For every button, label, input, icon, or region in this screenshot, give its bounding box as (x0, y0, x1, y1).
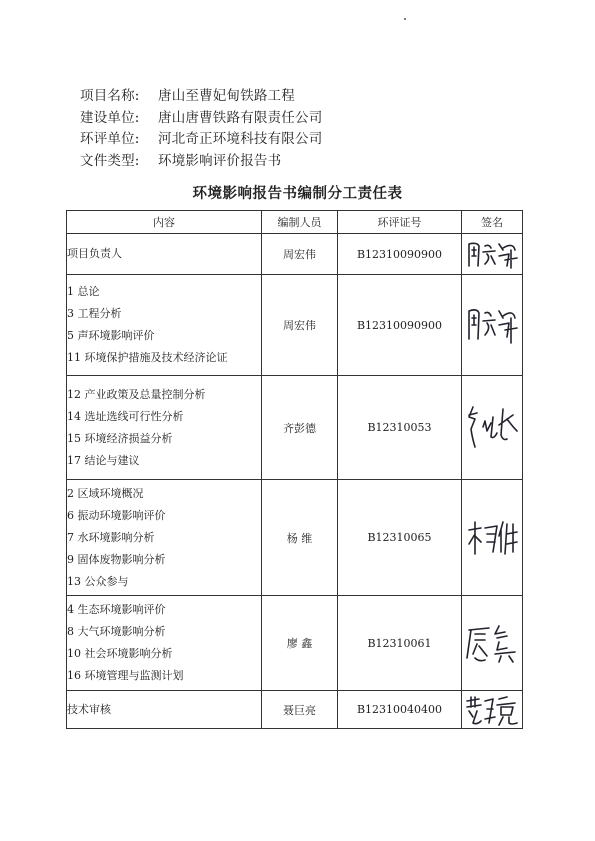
scan-speck (404, 18, 406, 20)
content-item: 12 产业政策及总量控制分析 (67, 387, 206, 401)
content-item: 17 结论与建议 (67, 453, 140, 467)
header-cert: 环评证号 (338, 211, 462, 234)
header-content: 内容 (67, 211, 262, 234)
staff-cell: 杨 维 (262, 480, 338, 596)
content-item: 2 区域环境概况 (67, 486, 144, 500)
signature-cell (462, 596, 523, 691)
project-name-row (80, 86, 322, 108)
signature-image (463, 403, 521, 453)
table-row (67, 691, 523, 729)
assessor-row (80, 129, 322, 151)
content-item: 15 环境经济损益分析 (67, 431, 173, 445)
content-item: 7 水环境影响分析 (67, 530, 155, 544)
cert-cell: B12310090900 (338, 275, 462, 376)
content-item: 16 环境管理与监测计划 (67, 669, 184, 682)
staff-cell: 聂巨亮 (262, 691, 338, 729)
content-item: 4 生态环境影响评价 (67, 603, 166, 616)
content-cell (67, 480, 262, 596)
content-item: 10 社会环境影响分析 (67, 647, 173, 660)
signature-cell (462, 376, 523, 480)
staff-cell: 齐彭德 (262, 376, 338, 480)
signature-image (463, 620, 521, 666)
header-sign: 签名 (462, 211, 523, 234)
content-cell (67, 596, 262, 691)
header-staff: 编制人员 (262, 211, 338, 234)
content-item: 11 环境保护措施及技术经济论证 (67, 351, 228, 364)
table-row (67, 480, 523, 596)
table-row (67, 376, 523, 480)
table-title: 环境影响报告书编制分工责任表 (192, 185, 403, 202)
builder-label: 建设单位: (80, 109, 140, 126)
project-info (80, 86, 322, 172)
signature-image (463, 516, 521, 560)
builder-value: 唐山唐曹铁路有限责任公司 (158, 109, 323, 126)
file-type-label: 文件类型: (80, 152, 140, 169)
content-item: 项目负责人 (67, 247, 122, 260)
assessor-label: 环评单位: (80, 131, 140, 147)
content-item: 6 振动环境影响评价 (67, 508, 166, 522)
signature-cell (462, 480, 523, 596)
content-cell (67, 691, 262, 729)
signature-image (463, 303, 521, 347)
responsibility-table (66, 210, 523, 729)
builder-row (80, 108, 322, 130)
content-item: 9 固体废物影响分析 (67, 552, 166, 566)
cert-cell: B12310065 (338, 480, 462, 596)
file-type-value: 环境影响评价报告书 (158, 152, 282, 169)
signature-image (463, 693, 521, 727)
content-cell (67, 275, 262, 376)
cert-cell: B12310090900 (338, 234, 462, 275)
staff-cell: 周宏伟 (262, 234, 338, 275)
table-header-row (67, 211, 523, 234)
staff-cell: 廖 鑫 (262, 596, 338, 691)
project-name-value: 唐山至曹妃甸铁路工程 (158, 88, 295, 104)
cert-cell: B12310040400 (338, 691, 462, 729)
content-item: 13 公众参与 (67, 574, 129, 588)
file-type-row (80, 151, 322, 173)
signature-cell (462, 691, 523, 729)
staff-cell: 周宏伟 (262, 275, 338, 376)
content-item: 1 总论 (67, 285, 100, 298)
table-row (67, 596, 523, 691)
signature-cell (462, 275, 523, 376)
content-cell (67, 376, 262, 480)
signature-image (463, 236, 521, 272)
content-item: 14 选址选线可行性分析 (67, 409, 184, 423)
content-item: 5 声环境影响评价 (67, 329, 155, 342)
content-item: 技术审核 (67, 702, 111, 716)
cert-cell: B12310061 (338, 596, 462, 691)
content-item: 8 大气环境影响分析 (67, 625, 166, 638)
cert-cell: B12310053 (338, 376, 462, 480)
table-row (67, 275, 523, 376)
content-cell (67, 234, 262, 275)
table-row (67, 234, 523, 275)
assessor-value: 河北奇正环境科技有限公司 (158, 131, 323, 147)
project-name-label: 项目名称: (80, 88, 140, 104)
signature-cell (462, 234, 523, 275)
content-item: 3 工程分析 (67, 307, 122, 320)
